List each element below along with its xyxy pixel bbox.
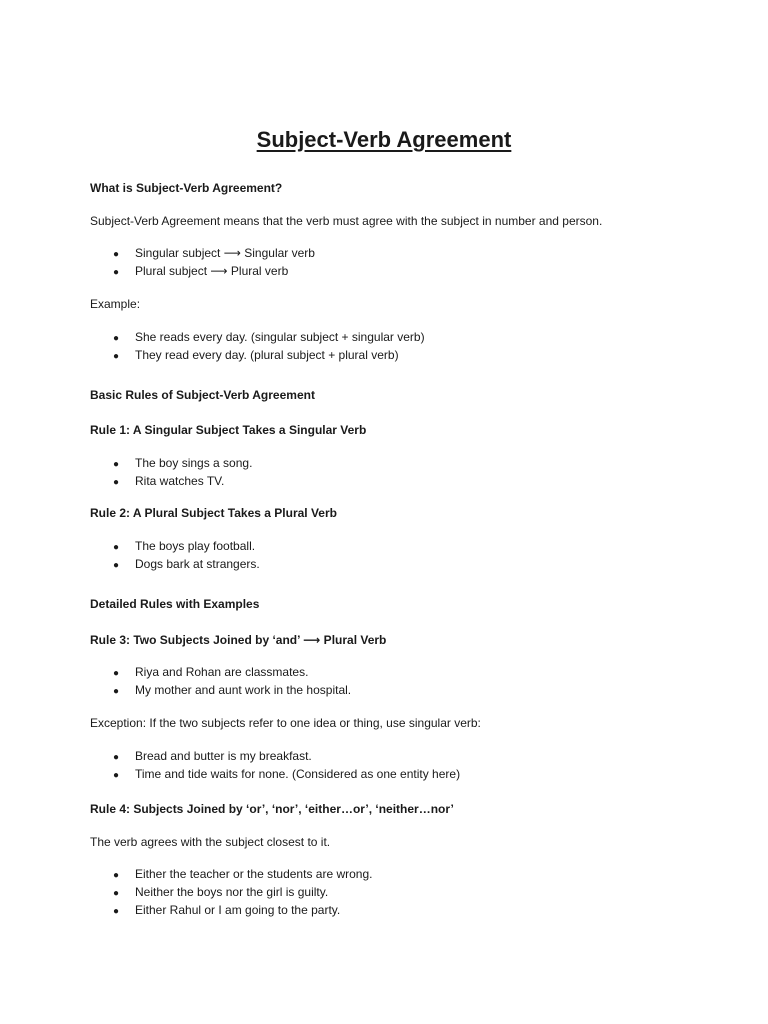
list-item: [113, 556, 260, 574]
list-item: [113, 884, 328, 902]
list-item-text: Time and tide waits for none. (Considered as one entity here): [135, 767, 461, 781]
bullet-icon: ●: [113, 459, 120, 470]
bullet-icon: ●: [113, 477, 120, 488]
list-item: [113, 538, 255, 556]
list-item-text: Bread and butter is my breakfast.: [135, 749, 312, 763]
list-item: [113, 455, 252, 473]
bullet-icon: ●: [113, 267, 120, 278]
list-item-text: My mother and aunt work in the hospital.: [135, 683, 352, 697]
list-item-text: Riya and Rohan are classmates.: [135, 665, 309, 679]
rule1-heading: Rule 1: A Singular Subject Takes a Singular Verb: [90, 423, 367, 437]
page-title: Subject-Verb Agreement: [256, 127, 512, 152]
bullet-icon: ●: [113, 668, 120, 679]
list-item: [113, 347, 399, 365]
bullet-icon: ●: [113, 770, 120, 781]
bullet-icon: ●: [113, 333, 120, 344]
bullet-icon: ●: [113, 888, 120, 899]
list-item: [113, 473, 224, 491]
list-item-text: Either the teacher or the students are wrong.: [135, 867, 373, 881]
list-item-text: She reads every day. (singular subject + singular verb): [135, 330, 425, 344]
list-item: [113, 748, 312, 766]
rule4-heading: Rule 4: Subjects Joined by ‘or’, ‘nor’, ‘either…or’, ‘neither…nor’: [90, 802, 454, 816]
list-item: [113, 664, 308, 682]
list-item-text: Neither the boys nor the girl is guilty.: [135, 885, 329, 899]
list-item-text: They read every day. (plural subject + plural verb): [135, 348, 399, 362]
rule2-heading: Rule 2: A Plural Subject Takes a Plural Verb: [90, 506, 337, 520]
list-item: [113, 766, 460, 784]
definition-text: Subject-Verb Agreement means that the verb must agree with the subject in number and person.: [90, 214, 603, 228]
list-item: [113, 902, 340, 920]
list-item: [113, 682, 351, 700]
bullet-icon: ●: [113, 351, 120, 362]
example-label: Example:: [90, 297, 141, 311]
what-heading: What is Subject-Verb Agreement?: [90, 181, 283, 195]
list-item: [113, 866, 372, 884]
list-item-text: Rita watches TV.: [135, 474, 225, 488]
detailed-heading: Detailed Rules with Examples: [90, 597, 260, 611]
list-item-text: Dogs bark at strangers.: [135, 557, 260, 571]
exception-text: Exception: If the two subjects refer to one idea or thing, use singular verb:: [90, 716, 481, 730]
bullet-icon: ●: [113, 906, 120, 917]
bullet-icon: ●: [113, 752, 120, 763]
bullet-icon: ●: [113, 249, 120, 260]
basic-rules-heading: Basic Rules of Subject-Verb Agreement: [90, 388, 315, 402]
list-item-text: Plural subject ⟶ Plural verb: [135, 264, 289, 278]
list-item: [113, 245, 315, 263]
list-item: [113, 329, 425, 347]
bullet-icon: ●: [113, 542, 120, 553]
bullet-icon: ●: [113, 870, 120, 881]
rule3-heading: Rule 3: Two Subjects Joined by ‘and’ ⟶ Plural Verb: [90, 633, 387, 647]
list-item-text: Singular subject ⟶ Singular verb: [135, 246, 315, 260]
bullet-icon: ●: [113, 560, 120, 571]
rule4-text: The verb agrees with the subject closest to it.: [90, 835, 331, 849]
list-item-text: The boys play football.: [135, 539, 256, 553]
bullet-icon: ●: [113, 686, 120, 697]
list-item: [113, 263, 288, 281]
list-item-text: The boy sings a song.: [135, 456, 253, 470]
list-item-text: Either Rahul or I am going to the party.: [135, 903, 341, 917]
